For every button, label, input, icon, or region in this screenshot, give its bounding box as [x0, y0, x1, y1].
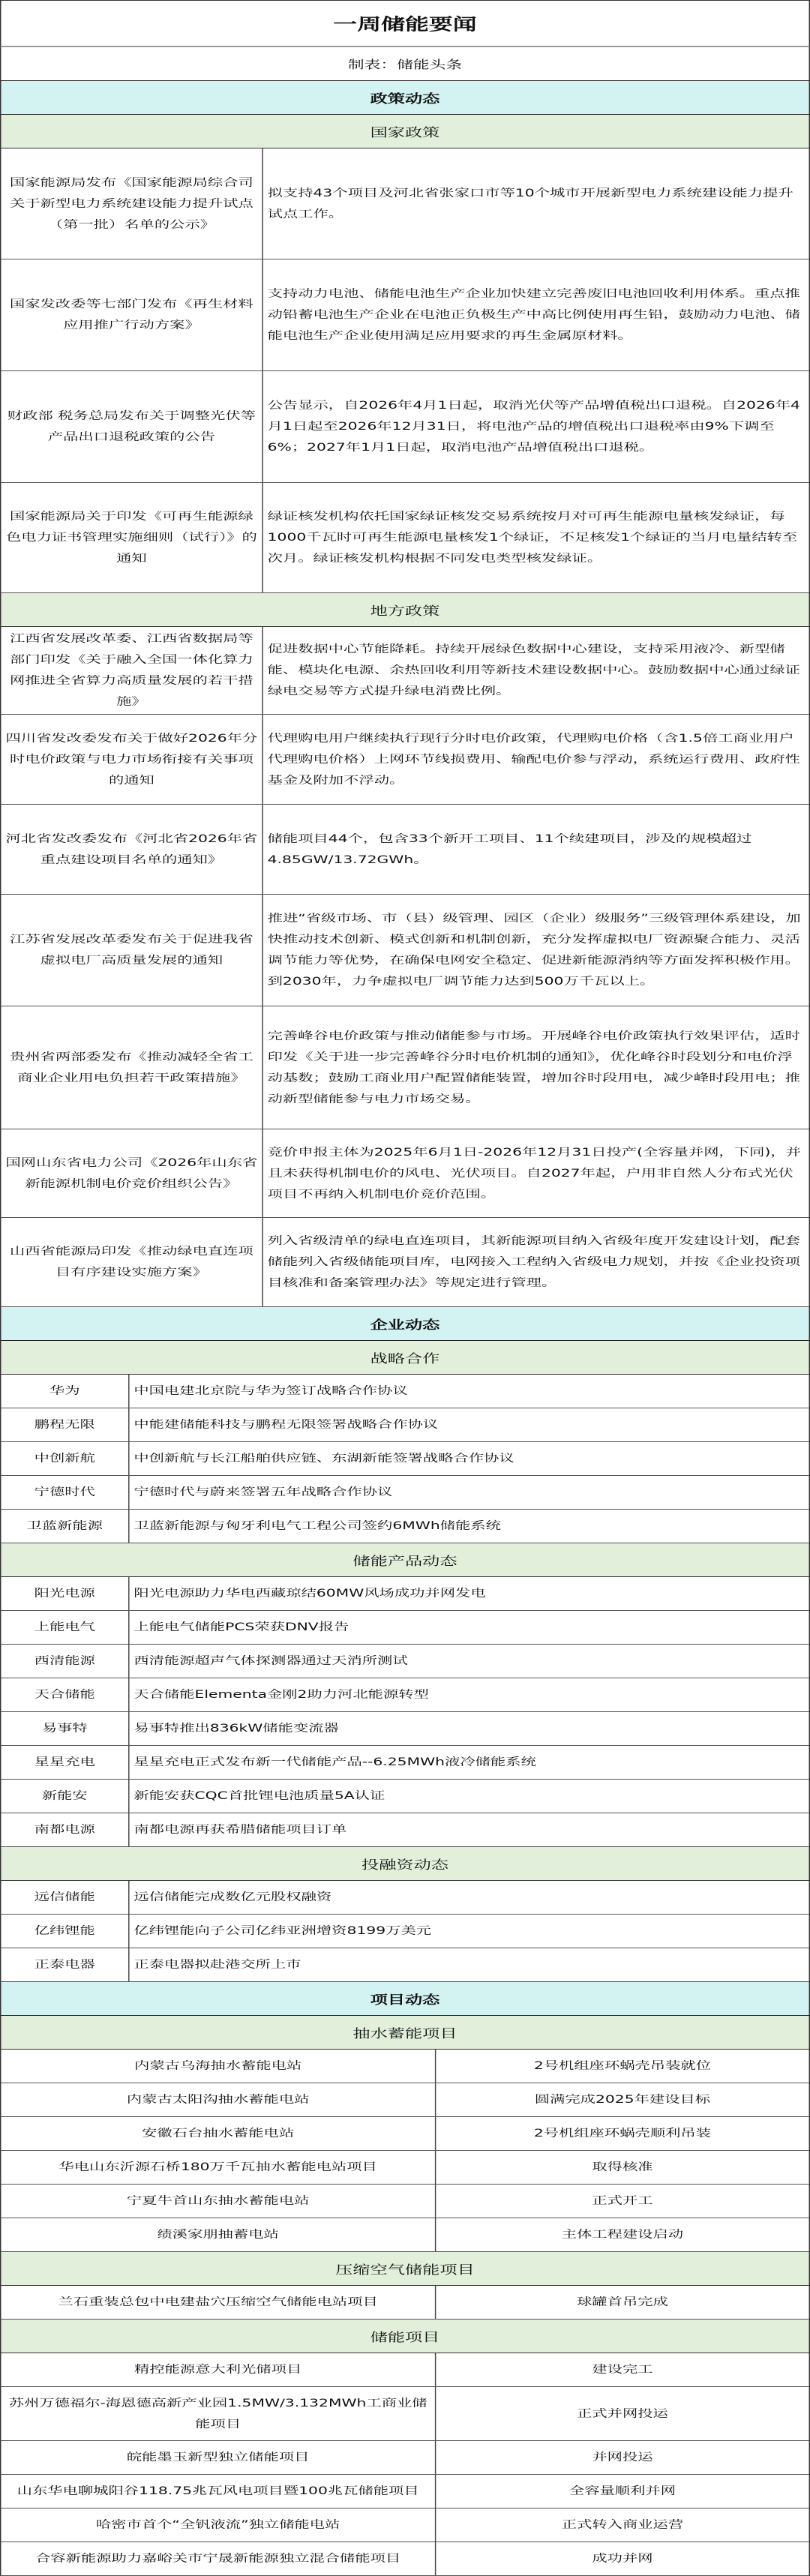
- table-row: [0, 2151, 810, 2185]
- news-summary: 南都电源再获希腊储能项目订单: [134, 1824, 347, 1836]
- project-status: 正式开工: [592, 2195, 653, 2207]
- company-name: 西清能源: [1, 1645, 129, 1678]
- policy-title: 四川省发改委发布关于做好2026年分时电价政策与电力市场衔接有关事项的通知: [1, 715, 262, 804]
- table-row: [0, 148, 810, 259]
- project-status: 正式转入商业运营: [561, 2519, 684, 2531]
- page-title: 一周储能要闻: [0, 0, 810, 47]
- table-row: [0, 1645, 810, 1678]
- table-row: [0, 371, 810, 483]
- table-row: [0, 1510, 810, 1543]
- project-status: 建设完工: [592, 2364, 653, 2376]
- news-summary: 列入省级清单的绿电直连项目，其新能源项目纳入省级年度开发建设计划，配套储能列入省级储能项目库，电网接入工程纳入省级电力规划，并按《企业投资项目核准和备案管理办法》等规定进行管理。: [267, 1235, 800, 1289]
- news-summary: 拟支持43个项目及河北省张家口市等10个城市开展新型电力系统建设能力提升试点工作。: [267, 187, 794, 220]
- table-row: [0, 805, 810, 895]
- table-row: [0, 1780, 810, 1813]
- group-header: 储能产品动态: [0, 1543, 810, 1577]
- table-row: [0, 1006, 810, 1129]
- table-row: [0, 1881, 810, 1915]
- company-name: 正泰电器: [1, 1948, 129, 1981]
- company-name: 远信储能: [1, 1881, 129, 1914]
- table-row: [0, 2286, 810, 2320]
- group-header: 地方政策: [0, 593, 810, 627]
- policy-title: 江苏省发展改革委发布关于促进我省虚拟电厂高质量发展的通知: [1, 895, 262, 1006]
- table-row: [0, 2542, 810, 2576]
- project-status: 主体工程建设启动: [561, 2229, 684, 2241]
- news-summary: 中国电建北京院与华为签订战略合作协议: [134, 1385, 408, 1397]
- news-summary: 中能建储能科技与鹏程无限签署战略合作协议: [134, 1419, 439, 1431]
- table-row: [0, 1375, 810, 1408]
- group-header: 战略合作: [0, 1341, 810, 1375]
- news-summary: 推进“省级市场、市（县）级管理、园区（企业）级服务”三级管理体系建设，加快推动技术创新、模式创新和机制创新，充分发挥虚拟电厂资源聚合能力、灵活调节能力等优势，在确保电网安全稳定、促进新能源消纳等方面发挥积极作用。到2030年，力争虚拟电厂调节能力达到500万千瓦以上。: [267, 913, 801, 988]
- company-name: 鹏程无限: [1, 1408, 129, 1441]
- company-name: 天合储能: [1, 1678, 129, 1711]
- news-summary: 星星充电正式发布新一代储能产品--6.25MWh液冷储能系统: [134, 1756, 536, 1768]
- project-status: 成功并网: [592, 2553, 653, 2565]
- table-row: [0, 1915, 810, 1948]
- group-header: 抽水蓄能项目: [0, 2016, 810, 2050]
- news-summary: 西清能源超声气体探测器通过天消所测试: [134, 1655, 408, 1667]
- group-header: 压缩空气储能项目: [0, 2252, 810, 2286]
- project-name: 合容新能源助力嘉峪关市宁晟新能源独立混合储能项目: [1, 2542, 436, 2575]
- table-row: [0, 1712, 810, 1746]
- project-status: 取得核准: [592, 2161, 653, 2173]
- news-summary: 支持动力电池、储能电池生产企业加快建立完善废旧电池回收利用体系。重点推动铅蓄电池生产企业在电池正负极生产中高比例使用再生铅，鼓励动力电池、储能电池生产企业使用满足应用要求的再生金属原材料。: [267, 288, 800, 342]
- table-row: [0, 2441, 810, 2475]
- news-summary: 易事特推出836kW储能变流器: [134, 1723, 339, 1735]
- company-name: 中创新航: [1, 1442, 129, 1475]
- news-summary: 竞价申报主体为2025年6月1日-2026年12月31日投产(全容量并网，下同)，并且未获得机制电价的风电、光伏项目。自2027年起，户用非自然人分布式光伏项目不再纳入机制电价竞价范围。: [267, 1146, 801, 1201]
- project-name: 安徽石台抽水蓄能电站: [1, 2117, 436, 2150]
- policy-title: 国家发改委等七部门发布《再生材料应用推广行动方案》: [1, 259, 262, 370]
- table-row: [0, 2387, 810, 2441]
- table-row: [0, 895, 810, 1006]
- company-name: 卫蓝新能源: [1, 1510, 129, 1543]
- policy-title: 国网山东省电力公司《2026年山东省新能源机制电价竞价组织公告》: [1, 1129, 262, 1217]
- news-summary: 公告显示，自2026年4月1日起，取消光伏等产品增值税出口退税。自2026年4月1日起至2026年12月31日，将电池产品的增值税出口退税率由9%下调至6%；2027年1月1日起，取消电池产品增值税出口退税。: [267, 400, 800, 454]
- table-row: [0, 2083, 810, 2117]
- company-name: 易事特: [1, 1712, 129, 1745]
- table-row: [0, 2475, 810, 2509]
- policy-title: 江西省发展改革委、江西省数据局等部门印发《关于融入全国一体化算力网推进全省算力高质量发展的若干措施》: [1, 627, 262, 714]
- company-name: 亿纬锂能: [1, 1915, 129, 1948]
- policy-title: 财政部 税务总局发布关于调整光伏等产品出口退税政策的公告: [1, 371, 262, 482]
- project-name: 山东华电聊城阳谷118.75兆瓦风电项目暨100兆瓦储能项目: [1, 2475, 436, 2508]
- company-name: 南都电源: [1, 1813, 129, 1846]
- section-header: 企业动态: [0, 1307, 810, 1341]
- news-summary: 绿证核发机构依托国家绿证核发交易系统按月对可再生能源电量核发绿证，每1000千瓦时可再生能源电量核发1个绿证，不足核发1个绿证的当月电量结转至次月。绿证核发机构根据不同发电类型核发绿证。: [267, 511, 798, 565]
- project-name: 兰石重装总包中电建盐穴压缩空气储能电站项目: [1, 2286, 436, 2319]
- table-row: [0, 715, 810, 805]
- news-summary: 上能电气储能PCS荣获DNV报告: [134, 1621, 350, 1633]
- section-header: 项目动态: [0, 1982, 810, 2016]
- project-status: 正式并网投运: [577, 2407, 668, 2420]
- table-row: [0, 2509, 810, 2542]
- project-status: 并网投运: [592, 2452, 653, 2464]
- news-summary: 正泰电器拟赴港交所上市: [134, 1959, 302, 1971]
- section-header: 政策动态: [0, 81, 810, 115]
- company-name: 阳光电源: [1, 1577, 129, 1610]
- project-name: 绩溪家朋抽蓄电站: [1, 2218, 436, 2251]
- project-status: 球罐首吊完成: [577, 2296, 668, 2308]
- news-summary: 促进数据中心节能降耗。持续开展绿色数据中心建设，支持采用液冷、新型储能、模块化电源、余热回收利用等新技术建设数据中心。鼓励数据中心通过绿证绿电交易等方式提升绿电消费比例。: [267, 643, 800, 697]
- project-status: 圆满完成2025年建设目标: [534, 2094, 711, 2106]
- table-row: [0, 1746, 810, 1780]
- group-header: 国家政策: [0, 115, 810, 148]
- table-row: [0, 2050, 810, 2083]
- company-name: 上能电气: [1, 1611, 129, 1644]
- table-row: [0, 2218, 810, 2252]
- company-name: 新能安: [1, 1780, 129, 1813]
- page-subtitle: 制表：储能头条: [0, 47, 810, 81]
- news-summary: 完善峰谷电价政策与推动储能参与市场。开展峰谷电价政策执行效果评估，适时印发《关于进一步完善峰谷分时电价机制的通知》，优化峰谷时段划分和电价浮动基数；鼓励工商业用户配置储能装置，增加谷时段用电，减少峰时段用电；推动新型储能参与电力市场交易。: [267, 1030, 800, 1105]
- table-row: [0, 1813, 810, 1847]
- news-summary: 卫蓝新能源与匈牙利电气工程公司签约6MWh储能系统: [134, 1520, 501, 1532]
- project-status: 2号机组座环蜗壳顺利吊装: [533, 2128, 712, 2140]
- table-row: [0, 2185, 810, 2218]
- table-row: [0, 1442, 810, 1476]
- news-summary: 新能安获CQC首批锂电池质量5A认证: [134, 1790, 386, 1802]
- news-summary: 阳光电源助力华电西藏琼结60MW风场成功并网发电: [134, 1588, 486, 1600]
- table-row: [0, 1129, 810, 1218]
- news-summary: 储能项目44个，包含33个新开工项目、11个续建项目，涉及的规模超过4.85GW/13.72GWh。: [267, 832, 752, 866]
- table-row: [0, 1408, 810, 1442]
- table-row: [0, 483, 810, 593]
- policy-title: 山西省能源局印发《推动绿电直连项目有序建设实施方案》: [1, 1218, 262, 1306]
- project-status: 2号机组座环蜗壳吊装就位: [533, 2060, 712, 2072]
- project-name: 精控能源意大利光储项目: [1, 2353, 436, 2386]
- news-summary: 中创新航与长江船舶供应链、东湖新能签署战略合作协议: [134, 1453, 514, 1465]
- project-name: 皖能墨玉新型独立储能项目: [1, 2441, 436, 2474]
- policy-title: 贵州省两部委发布《推动减轻全省工商业企业用电负担若干政策措施》: [1, 1006, 262, 1129]
- news-summary: 亿纬锂能向子公司亿纬亚洲增资8199万美元: [134, 1925, 432, 1937]
- table-row: [0, 1218, 810, 1307]
- news-summary: 远信储能完成数亿元股权融资: [134, 1891, 332, 1903]
- table-row: [0, 1611, 810, 1645]
- news-summary: 宁德时代与蔚来签署五年战略合作协议: [134, 1486, 393, 1498]
- company-name: 宁德时代: [1, 1476, 129, 1509]
- project-name: 苏州万德福尔-海恩德高新产业园1.5MW/3.132MWh工商业储能项目: [1, 2387, 436, 2440]
- project-name: 内蒙古乌海抽水蓄能电站: [1, 2050, 436, 2083]
- table-row: [0, 2117, 810, 2151]
- news-summary: 代理购电用户继续执行现行分时电价政策，代理购电价格（含1.5倍工商业用户代理购电价格）上网环节线损费用、输配电价参与浮动，系统运行费用、政府性基金及附加不浮动。: [267, 732, 800, 787]
- project-name: 内蒙古太阳沟抽水蓄能电站: [1, 2083, 436, 2116]
- table-row: [0, 259, 810, 371]
- policy-title: 国家能源局发布《国家能源局综合司关于新型电力系统建设能力提升试点（第一批）名单的公示》: [1, 148, 262, 259]
- group-header: 投融资动态: [0, 1847, 810, 1881]
- table-row: [0, 1577, 810, 1611]
- news-summary: 天合储能Elementa金刚2助力河北能源转型: [134, 1689, 429, 1701]
- table-row: [0, 1678, 810, 1712]
- table-row: [0, 1948, 810, 1982]
- company-name: 星星充电: [1, 1746, 129, 1779]
- policy-title: 国家能源局关于印发《可再生能源绿色电力证书管理实施细则（试行）》的通知: [1, 483, 262, 592]
- policy-title: 河北省发改委发布《河北省2026年省重点建设项目名单的通知》: [1, 805, 262, 894]
- company-name: 华为: [1, 1375, 129, 1408]
- project-name: 华电山东沂源石桥180万千瓦抽水蓄能电站项目: [1, 2151, 436, 2184]
- project-name: 哈密市首个“全钒液流”独立储能电站: [1, 2509, 436, 2542]
- table-row: [0, 1476, 810, 1510]
- group-header: 储能项目: [0, 2320, 810, 2353]
- table-row: [0, 2353, 810, 2387]
- table-row: [0, 627, 810, 715]
- project-status: 全容量顺利并网: [568, 2485, 676, 2497]
- project-name: 宁夏牛首山东抽水蓄能电站: [1, 2185, 436, 2218]
